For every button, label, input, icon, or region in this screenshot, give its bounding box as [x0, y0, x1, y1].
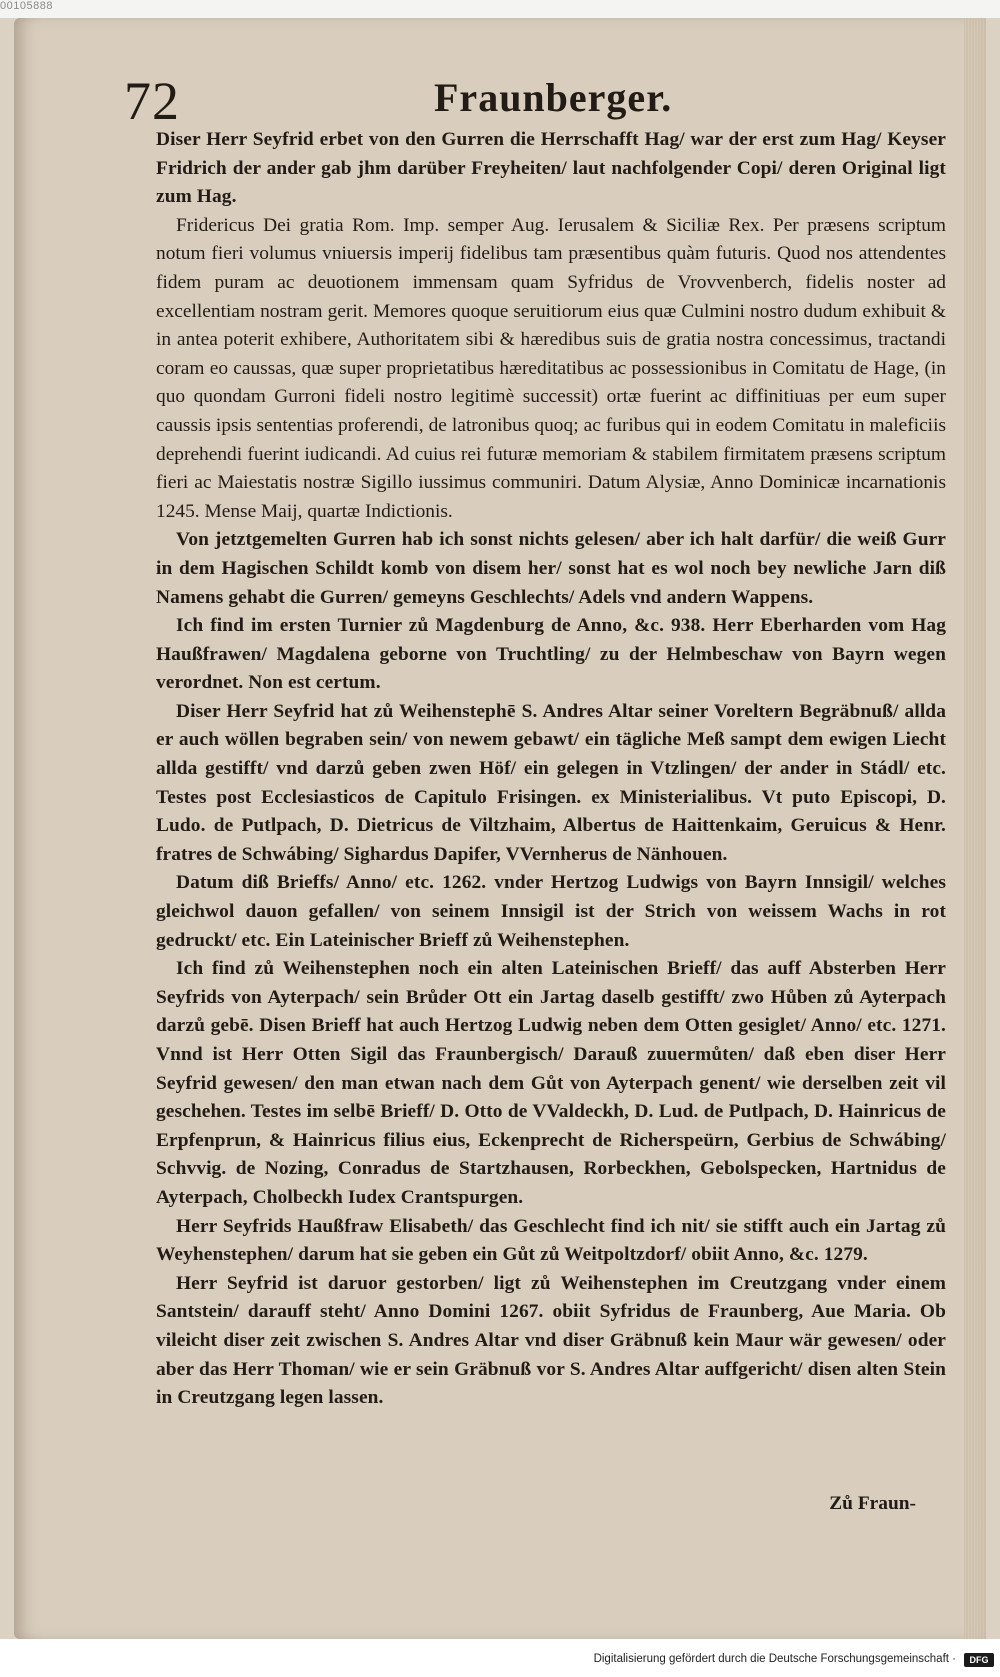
paragraph-6: Datum diß Brieffs/ Anno/ etc. 1262. vnder Hertzog Ludwigs von Bayrn Innsigil/ welches gleichwol dauon gefallen/ von seinem Innsigil ist der Strich von weissem Wachs in rot gedruckt/ etc. Ein Lateinischer Brieff zů Weihenstephen. [156, 872, 946, 951]
paragraph-7: Ich find zů Weihenstephen noch ein alten Lateinischen Brieff/ das auff Absterben Herr Seyfrids von Ayterpach/ sein Brůder Ott ein Jartag daselb gestifft/ zwo Hůben zů Ayterpach darzů gebē. Disen Brieff hat auch Hertzog Ludwig neben dem Otten gesiglet/ Anno/ etc. 1271. Vnnd ist Herr Otten Sigil das Fraunbergisch/ Darauß zuuermůten/ daß eben diser Herr Seyfrid gewesen/ den man etwan nach dem Gůt von Ayterpach genent/ wie derselben zeit vil geschehen. Testes im selbē Brieff/ D. Otto de VValdeckh, D. Lud. de Putlpach, D. Hainricus de Erpfenprun, & Hainricus filius eius, Eckenprecht de Richerspeürn, Gerbius de Schwábing/ Schvvig. de Nozing, Conradus de Startzhausen, Rorbeckhen, Gebolspecken, Hartnidus de Ayterpach, Cholbeckh Iudex Crantspurgen. [156, 958, 946, 1208]
paragraph-5: Diser Herr Seyfrid hat zů Weihenstephē S. Andres Altar seiner Voreltern Begräbnuß/ allda er auch wöllen begraben sein/ von newem gebawt/ ein tägliche Meß sampt dem ewigen Liecht allda gestifft/ vnd darzů geben zwen Höf/ ein gelegen in Vtzlingen/ der ander in Stádl/ etc. Testes post Ecclesiasticos de Capitulo Frisingen. ex Ministerialibus. Vt puto Episcopi, D. Ludo. de Putlpach, D. Dietricus de Viltzhaim, Albertus de Haittenkaim, Geruicus & Henr. fratres de Schwábing/ Sighardus Dapifer, VVernherus de Nänhouen. [156, 700, 946, 865]
dfg-logo: DFG [964, 1653, 994, 1667]
paragraph-1: Diser Herr Seyfrid erbet von den Gurren die Herrschafft Hag/ war der erst zum Hag/ Keyser Fridrich der ander gab jhm darüber Freyheiten/ laut nachfolgender Copi/ deren Original ligt zum Hag. [156, 129, 946, 208]
catchword: Zů Fraun- [829, 1493, 916, 1514]
page-edge-stack [964, 18, 986, 1639]
running-head: Fraunberger. [434, 75, 673, 120]
paragraph-3: Von jetztgemelten Gurren hab ich sonst nichts gelesen/ aber ich halt darfür/ die weiß Gurr in dem Hagischen Schildt komb von disem her/ sonst hat es wol noch bey newliche Jarn diß Namens gehabt die Gurren/ gemeyns Geschlechts/ Adels vnd andern Wappens. [156, 529, 946, 608]
text-body [156, 126, 946, 1413]
paragraph-9: Herr Seyfrid ist daruor gestorben/ ligt zů Weihenstephen im Creutzgang vnder einem Santstein/ darauff steht/ Anno Domini 1267. obiit Syfridus de Fraunberg, Aue Maria. Ob vileicht diser zeit zwischen S. Andres Altar vnd diser Gräbnuß kein Maur wär gewesen/ oder aber das Herr Thoman/ wie er sein Gräbnuß vor S. Andres Altar auffgericht/ disen alten Stein in Creutzgang legen lassen. [156, 1272, 946, 1409]
page-number: 72 [124, 71, 180, 131]
footer-credit: Digitalisierung gefördert durch die Deutsche Forschungsgemeinschaft · [593, 1653, 956, 1665]
scan-id: 00105888 [0, 0, 53, 12]
paragraph-8: Herr Seyfrids Haußfraw Elisabeth/ das Geschlecht find ich nit/ sie stifft auch ein Jartag zů Weyhenstephen/ darum hat sie geben ein Gůt zů Weitpoltzdorf/ obiit Anno, &c. 1279. [156, 1215, 946, 1266]
paragraph-2: Fridericus Dei gratia Rom. Imp. semper Aug. Ierusalem & Siciliæ Rex. Per præsens scriptum notum fieri volumus vniuersis imperij fidelibus tam præsentibus quàm futuris. Quod nos attendentes fidem puram ac deuotionem immensam quam Syfridus de Vrovvenberch, fidelis noster ad excellentiam nostram gerit. Memores quoque seruitiorum eius quæ Culmini nostro dudum exhibuit & in antea poterit exhibere, Authoritatem sibi & hæredibus suis de gratia nostra concessimus, tractandi coram eo caussas, quæ super proprietatibus hæreditatibus ac possessionibus in Comitatu de Hage, (in quo quondam Gurroni fideli nostro legitimè successit) ortæ fuerint ac diffinitiuas per eum super caussis ipsis sententias proferendi, de latronibus quoq; ac furibus qui in eodem Comitatu in maleficiis deprehendi fuerint iudicandi. Ad cuius rei futuræ memoriam & stabilem firmitatem præsens scriptum fieri ac Maiestatis nostræ Sigillo iussimus communiri. Datum Alysiæ, Anno Dominicæ incarnationis 1245. Mense Maij, quartæ Indictionis. [156, 214, 946, 522]
book-page [14, 18, 986, 1639]
footer-bar [0, 1639, 1000, 1677]
paragraph-4: Ich find im ersten Turnier zů Magdenburg de Anno, &c. 938. Herr Eberharden vom Hag Haußfrawen/ Magdalena geborne von Truchtling/ zu der Helmbeschaw von Bayrn wegen verordnet. Non est certum. [156, 615, 946, 694]
scan-area [0, 18, 1000, 1639]
